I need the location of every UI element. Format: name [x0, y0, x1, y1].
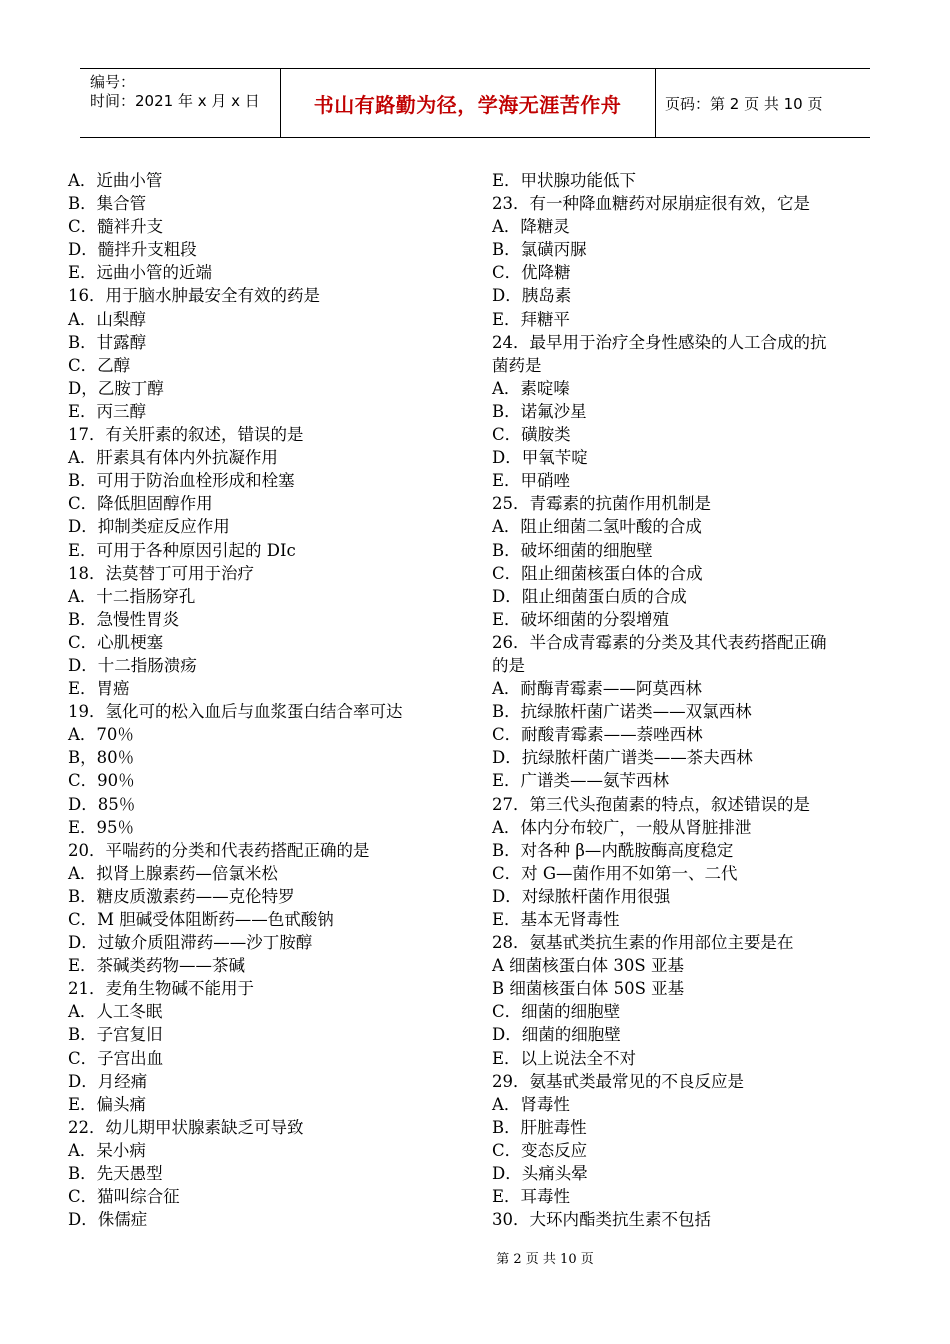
- document-date: 时间：2021 年 x 月 x 日: [90, 92, 260, 110]
- question-line: A．十二指肠穿孔: [68, 586, 196, 606]
- question-line: D．抑制类症反应作用: [68, 517, 230, 537]
- question-line: D．侏儒症: [68, 1210, 148, 1230]
- question-line: C．心肌梗塞: [68, 632, 164, 652]
- right-question-column: [492, 169, 892, 1231]
- question-line: 23．有一种降血糖药对尿崩症很有效，它是: [492, 194, 810, 214]
- question-line: A．降糖灵: [492, 217, 570, 237]
- question-line: B．抗绿脓杆菌广诺类——双氯西林: [492, 702, 752, 722]
- question-line: C．M 胆碱受体阻断药——色甙酸钠: [68, 910, 334, 929]
- question-line: A．体内分布较广，一般从肾脏排泄: [492, 817, 752, 837]
- question-line: 17．有关肝素的叙述，错误的是: [68, 425, 304, 445]
- question-line: C．对 G—菌作用不如第一、二代: [492, 863, 738, 883]
- question-line: D．过敏介质阻滞药——沙丁胺醇: [68, 933, 313, 953]
- header-page-code: 页码：第 2 页 共 10 页: [665, 94, 823, 113]
- question-line: E．95％: [68, 817, 135, 837]
- page-footer: 第 2 页 共 10 页: [496, 1252, 594, 1267]
- left-question-column: [68, 169, 468, 1231]
- question-line: B．集合管: [68, 194, 147, 214]
- question-line: D，乙胺丁醇: [68, 378, 164, 398]
- question-line: A．呆小病: [68, 1140, 146, 1160]
- question-line: D．抗绿脓杆菌广谱类——茶夫西林: [492, 748, 753, 768]
- question-line: B．急慢性胃炎: [68, 609, 180, 629]
- header-motto: 书山有路勤为径，学海无涯苦作舟: [313, 92, 622, 117]
- question-line: C．髓袢升支: [68, 217, 164, 237]
- question-line: B．破坏细菌的细胞壁: [492, 540, 653, 560]
- question-line: C．细菌的细胞壁: [492, 1002, 621, 1022]
- question-line: B．子宫复旧: [68, 1025, 163, 1045]
- question-line: D．对绿脓杆菌作用很强: [492, 886, 671, 906]
- question-line: E．破坏细菌的分裂增殖: [492, 609, 670, 629]
- question-line: E．茶碱类药物——茶碱: [68, 956, 246, 976]
- question-line: B．甘露醇: [68, 332, 147, 352]
- question-line: C．降低胆固醇作用: [68, 494, 213, 514]
- question-line: A．阻止细菌二氢叶酸的合成: [492, 517, 702, 537]
- document-number-label: 编号：: [90, 73, 136, 91]
- question-line: E．广谱类——氨苄西林: [492, 771, 670, 791]
- question-line: D．头痛头晕: [492, 1164, 588, 1184]
- question-line: 29．氨基甙类最常见的不良反应是: [492, 1071, 744, 1091]
- question-line: C．90％: [68, 771, 135, 791]
- question-line: B 细菌核蛋白体 50S 亚基: [492, 979, 685, 999]
- question-line: B，80％: [68, 748, 135, 768]
- question-line: E．基本无肾毒性: [492, 910, 620, 929]
- question-line: 30．大环内酯类抗生素不包括: [492, 1210, 711, 1230]
- question-line: A 细菌核蛋白体 30S 亚基: [492, 956, 684, 976]
- question-line: B．可用于防治血栓形成和栓塞: [68, 471, 295, 491]
- question-line: A．70％: [68, 725, 134, 745]
- question-line: A．肝素具有体内外抗凝作用: [68, 448, 278, 468]
- question-line: C．磺胺类: [492, 425, 571, 445]
- question-line: E．耳毒性: [492, 1187, 571, 1207]
- question-line: B．对各种 β—内酰胺酶高度稳定: [492, 840, 734, 860]
- question-line: 28．氨基甙类抗生素的作用部位主要是在: [492, 933, 794, 953]
- question-line: E．以上说法全不对: [492, 1048, 637, 1068]
- question-line: A．肾毒性: [492, 1094, 570, 1114]
- question-line: E．远曲小管的近端: [68, 263, 213, 283]
- question-line: E．丙三醇: [68, 401, 147, 421]
- page-header: [80, 68, 870, 138]
- question-line: A．素啶嗪: [492, 378, 570, 398]
- question-line: 16．用于脑水肿最安全有效的药是: [68, 286, 320, 306]
- question-line: E．甲硝唑: [492, 471, 571, 491]
- question-line: A．山梨醇: [68, 309, 146, 329]
- question-line: C．乙醇: [68, 355, 131, 375]
- question-line: B．肝脏毒性: [492, 1117, 587, 1137]
- question-line: D．月经痛: [68, 1071, 148, 1091]
- header-info-cell: [80, 69, 281, 137]
- question-line: B．诺氟沙星: [492, 401, 587, 421]
- question-line: E．甲状腺功能低下: [492, 171, 637, 190]
- question-line: B．先天愚型: [68, 1164, 163, 1184]
- question-line: 24．最早用于治疗全身性感染的人工合成的抗: [492, 332, 827, 352]
- question-line: C．变态反应: [492, 1140, 588, 1160]
- question-line: B．糖皮质激素药——克伦特罗: [68, 886, 295, 906]
- question-line: 25．青霉素的抗菌作用机制是: [492, 494, 711, 514]
- question-line: E．偏头痛: [68, 1094, 147, 1114]
- question-line: 20．平喘药的分类和代表药搭配正确的是: [68, 840, 370, 860]
- question-line: 18．法莫替丁可用于治疗: [68, 563, 254, 583]
- question-line: E．可用于各种原因引起的 DIc: [68, 540, 296, 560]
- question-line: D．甲氧苄啶: [492, 448, 588, 468]
- question-line: C．子宫出血: [68, 1048, 164, 1068]
- question-line: D．髓拌升支粗段: [68, 240, 197, 260]
- question-line: 22．幼儿期甲状腺素缺乏可导致: [68, 1117, 304, 1137]
- question-line: A．拟肾上腺素药—倍氯米松: [68, 863, 278, 883]
- question-line: C．优降糖: [492, 263, 571, 283]
- question-line: 21．麦角生物碱不能用于: [68, 979, 254, 999]
- question-line: C．猫叫综合征: [68, 1187, 180, 1207]
- question-line: B．氯磺丙脲: [492, 240, 587, 260]
- question-line: A．耐酶青霉素——阿莫西林: [492, 679, 702, 699]
- question-line: A．人工冬眠: [68, 1002, 163, 1022]
- question-line: 27．第三代头孢菌素的特点，叙述错误的是: [492, 794, 810, 814]
- question-line: D．阻止细菌蛋白质的合成: [492, 586, 687, 606]
- question-line: C．阻止细菌核蛋白体的合成: [492, 563, 703, 583]
- question-line: D．细菌的细胞壁: [492, 1025, 621, 1045]
- question-line: 的是: [492, 655, 525, 675]
- question-line: E．胃癌: [68, 679, 130, 699]
- header-motto-cell: [280, 69, 656, 137]
- question-line: 菌药是: [492, 355, 542, 375]
- question-line: D．胰岛素: [492, 286, 572, 306]
- question-line: A．近曲小管: [68, 171, 163, 190]
- question-line: C．耐酸青霉素——萘唑西林: [492, 725, 703, 745]
- question-line: 26．半合成青霉素的分类及其代表药搭配正确: [492, 632, 827, 652]
- question-line: 19．氢化可的松入血后与血浆蛋白结合率可达: [68, 702, 403, 722]
- header-page-cell: [655, 69, 870, 137]
- question-line: D．十二指肠溃疡: [68, 655, 197, 675]
- question-line: E．拜糖平: [492, 309, 571, 329]
- question-line: D．85％: [68, 794, 136, 814]
